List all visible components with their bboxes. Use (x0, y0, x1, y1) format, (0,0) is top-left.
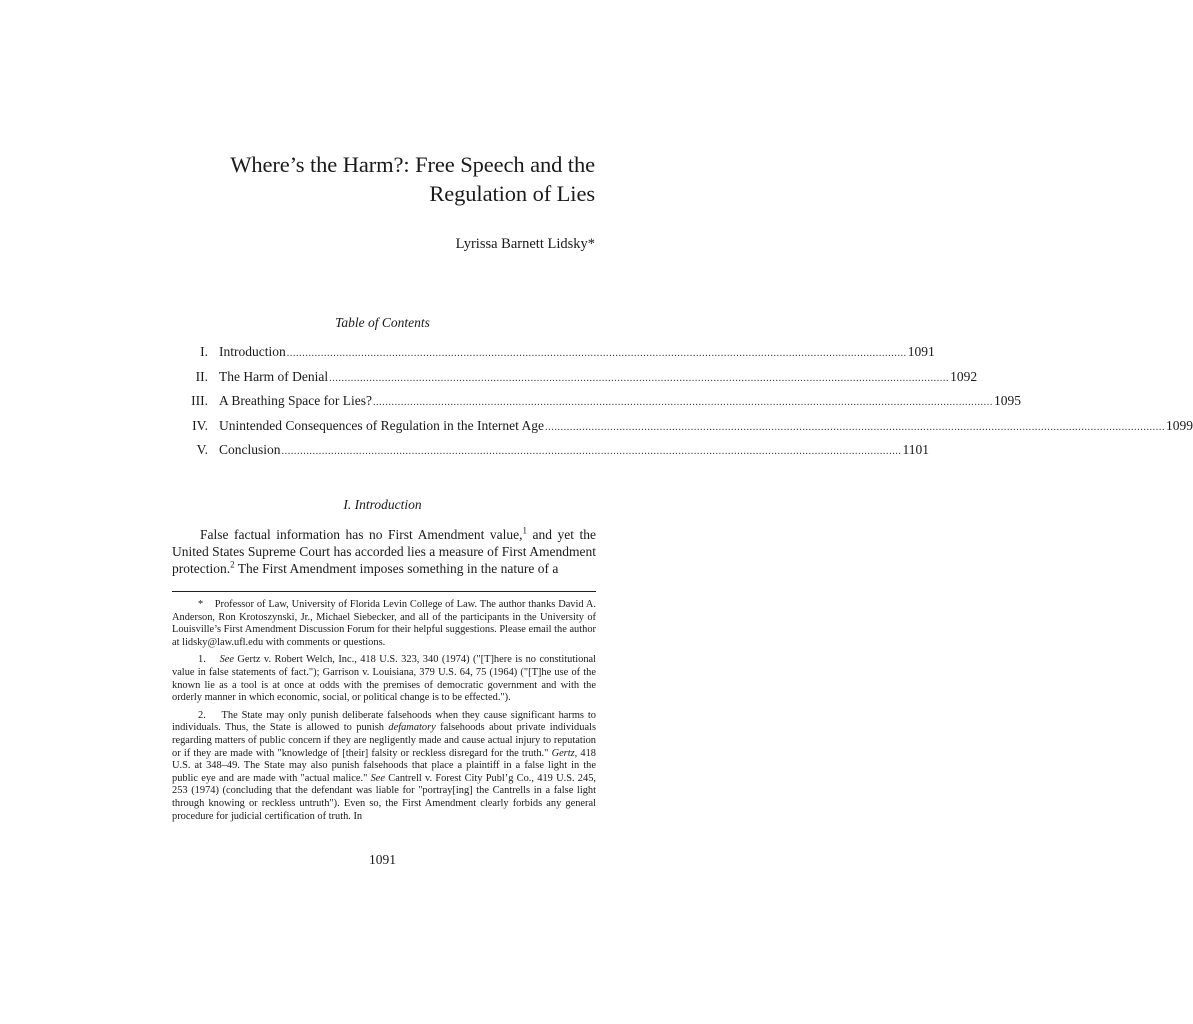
footnote-2 (172, 710, 596, 823)
toc-entry-title: Conclusion (219, 442, 281, 457)
article-title (170, 150, 595, 208)
toc-entry-number: IV. (192, 417, 208, 433)
text-run: False factual information has no First Amendment value, (200, 527, 523, 542)
toc-heading: Table of Contents (335, 315, 430, 330)
signal-see: See (219, 654, 234, 666)
footnote-text: , 418 U.S. at 348–49. The State may also punish falsehoods that place a plaintiff in a false light in the public eye and are made with "actual malice." (172, 747, 596, 784)
footnote-text: Cantrell v. Forest City Publ’g Co., 419 U.S. 245, 253 (1974) (concluding that the defendant was liable for "portray[ing] the Cantrells in a false light through knowing or reckless untruth"). Even so, the First Amendment clearly forbids any general procedure for judicial certification of truth. In (172, 772, 596, 822)
toc-entry (170, 442, 930, 467)
toc-entry (170, 393, 1021, 418)
toc-leader-dots: ........................................................................................................................................................................................................ (286, 348, 907, 359)
text-run: The First Amendment imposes something in the nature of a (234, 561, 559, 576)
toc-entry-title: The Harm of Denial (219, 368, 329, 384)
signal-see: See (370, 772, 386, 784)
toc-entry-title: Introduction (219, 344, 286, 359)
footnote-ref-2: 2 (230, 559, 235, 570)
title-line-1: Where’s the Harm?: Free Speech and the (230, 152, 595, 177)
intro-paragraph (172, 526, 596, 577)
table-of-contents (170, 344, 1193, 467)
toc-entry-page: 1095 (993, 393, 1021, 408)
toc-entry (170, 344, 935, 369)
title-line-2: Regulation of Lies (429, 181, 595, 206)
author-name: Lyrissa Barnett Lidsky* (455, 236, 595, 252)
footnote-marker: 2. (198, 709, 206, 721)
footnote-text: falsehoods about private individuals regarding matters of public concern if they are negligently made and cause actual injury to reputation or if they are made with "knowledge of [their] falsity or reckless disregard for the truth." (172, 722, 596, 759)
page-number: 1091 (369, 852, 396, 867)
toc-entry-number: I. (200, 344, 208, 359)
toc-entry-title: Unintended Consequences of Regulation in the Internet Age (219, 417, 545, 433)
footnote-marker: * (198, 599, 204, 610)
italic-term: defamatory (388, 722, 436, 734)
toc-entry-page: 1101 (902, 442, 930, 457)
text-run: and yet the United States Supreme Court has accorded lies a measure of First Amendment protection. (172, 527, 596, 576)
footnote-marker: 1. (198, 654, 206, 666)
footnote-ref-1: 1 (522, 525, 527, 536)
section-heading: I. Introduction (343, 497, 422, 512)
toc-entry-number: V. (196, 442, 208, 457)
body-paragraph (172, 526, 596, 577)
toc-entry-number: II. (195, 368, 208, 384)
toc-leader-dots: ........................................................................................................................................................................................................ (545, 421, 1166, 433)
toc-entry-title: A Breathing Space for Lies? (219, 393, 372, 408)
footnote-text: Professor of Law, University of Florida Levin College of Law. The author thanks David A. Anderson, Ron Krotoszynski, Jr., Michael Siebecker, and all of the participants in the University of Louisville’s First Amendment Discussion Forum for their helpful suggestions. Please email the author at lidsky@law.ufl.edu with comments or questions. (172, 599, 596, 648)
footnotes (172, 599, 596, 828)
footnote-text: Gertz v. Robert Welch, Inc., 418 U.S. 323, 340 (1974) ("[T]here is no constitutional value in false statements of fact."); Garrison v. Louisiana, 379 U.S. 64, 75 (1964) ("[T]he use of the known lie as a tool is at once at odds with the premises of democratic government and with the orderly manner in which economic, social, or political change is to be effected."). (172, 654, 597, 704)
toc-entry-page: 1092 (950, 368, 978, 384)
footnote-text: The State may only punish deliberate falsehoods when they cause significant harms to individuals. Thus, the State is allowed to punish (172, 709, 596, 734)
toc-entry (170, 417, 1193, 443)
footnote-1 (172, 654, 596, 704)
toc-entry-page: 1099 (1166, 417, 1193, 433)
case-short-name: Gertz (551, 747, 575, 759)
toc-entry-number: III. (191, 393, 208, 408)
toc-leader-dots: ........................................................................................................................................................................................................ (281, 446, 902, 457)
footnote-star (172, 599, 596, 649)
toc-entry (170, 368, 978, 394)
toc-entry-page: 1091 (907, 344, 935, 359)
toc-leader-dots: ........................................................................................................................................................................................................ (329, 372, 950, 384)
toc-leader-dots: ........................................................................................................................................................................................................ (372, 397, 993, 408)
footnote-divider (172, 591, 596, 592)
